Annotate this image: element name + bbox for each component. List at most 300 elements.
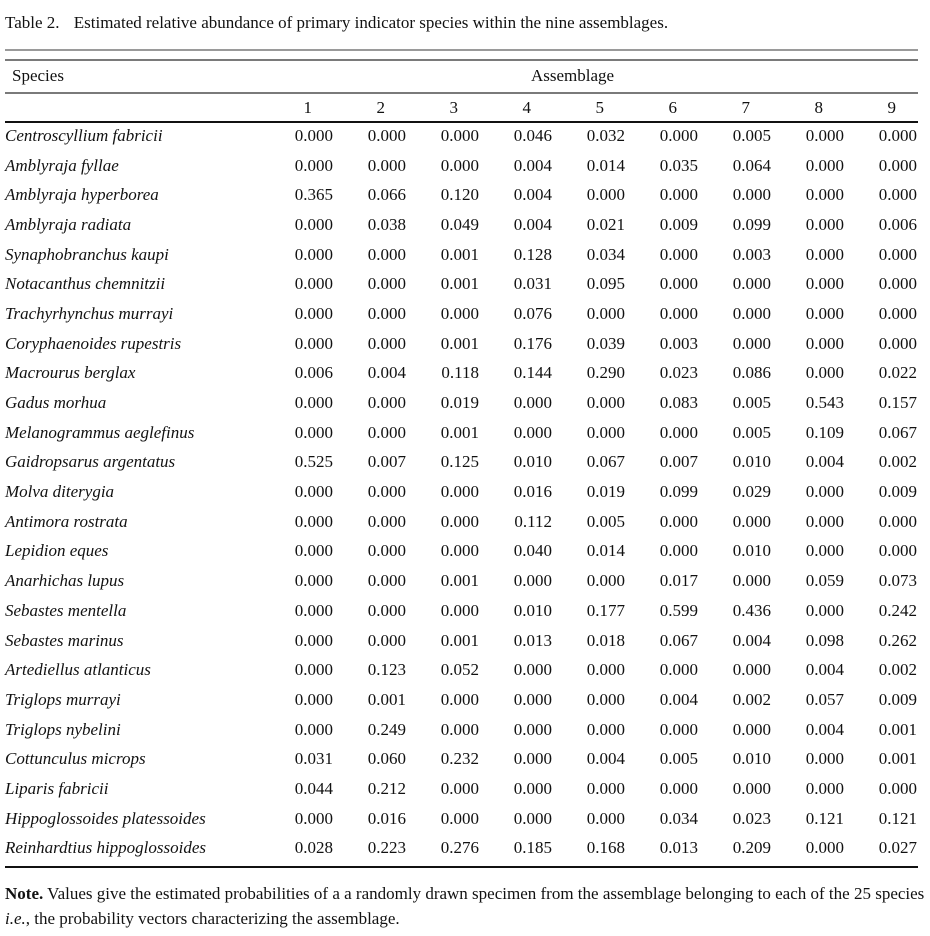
species-name: Notacanthus chemnitzii [5,274,166,294]
abundance-value: 0.000 [440,303,479,323]
abundance-value: 0.000 [805,274,844,294]
abundance-value: 0.123 [367,660,406,680]
abundance-value: 0.249 [367,719,406,739]
abundance-value: 0.000 [294,541,333,561]
abundance-value: 0.000 [367,333,406,353]
abundance-value: 0.004 [732,630,771,650]
species-name: Triglops nybelini [5,719,121,739]
abundance-value: 0.000 [513,749,552,769]
abundance-value: 0.000 [367,393,406,413]
abundance-value: 0.016 [513,482,552,502]
species-name: Sebastes mentella [5,600,127,620]
abundance-value: 0.000 [732,511,771,531]
abundance-value: 0.000 [659,303,698,323]
abundance-value: 0.013 [659,838,698,858]
abundance-value: 0.006 [878,214,917,234]
abundance-value: 0.000 [294,511,333,531]
abundance-value: 0.000 [878,155,917,175]
abundance-value: 0.001 [440,422,479,442]
abundance-value: 0.177 [586,600,625,620]
abundance-value: 0.000 [513,571,552,591]
table-row [5,685,917,715]
abundance-value: 0.000 [294,600,333,620]
abundance-value: 0.002 [878,660,917,680]
abundance-value: 0.001 [878,719,917,739]
assemblage-column-header [406,94,479,121]
table-caption [5,13,668,33]
abundance-value: 0.000 [440,482,479,502]
species-name: Trachyrhynchus murrayi [5,303,174,323]
abundance-value: 0.004 [805,660,844,680]
abundance-table [5,94,917,863]
table-row [5,804,917,834]
abundance-value: 0.076 [513,303,552,323]
assemblage-column-header [260,94,333,121]
table-title: Estimated relative abundance of primary indicator species within the nine assemblages. [73,13,669,32]
abundance-value: 0.019 [586,482,625,502]
table-row [5,240,917,270]
assemblage-number: 3 [449,97,458,117]
abundance-value: 0.017 [659,571,698,591]
abundance-value: 0.052 [440,660,479,680]
assemblage-number: 5 [595,97,604,117]
abundance-value: 0.000 [732,185,771,205]
abundance-value: 0.001 [440,333,479,353]
abundance-value: 0.000 [805,155,844,175]
table-row [5,655,917,685]
table-row [5,299,917,329]
table-row [5,566,917,596]
abundance-value: 0.000 [878,511,917,531]
abundance-value: 0.083 [659,393,698,413]
abundance-value: 0.067 [586,452,625,472]
species-name: Amblyraja fyllae [5,155,119,175]
header-top-rule [5,59,918,61]
abundance-value: 0.000 [440,511,479,531]
abundance-value: 0.000 [659,274,698,294]
abundance-value: 0.004 [805,452,844,472]
abundance-value: 0.000 [440,541,479,561]
abundance-value: 0.118 [441,363,479,383]
abundance-value: 0.000 [367,571,406,591]
abundance-value: 0.000 [367,422,406,442]
abundance-value: 0.128 [513,244,552,264]
table-row [5,596,917,626]
abundance-value: 0.000 [805,482,844,502]
top-rule [5,49,918,51]
abundance-value: 0.000 [513,719,552,739]
abundance-value: 0.032 [586,125,625,145]
abundance-value: 0.000 [805,838,844,858]
abundance-value: 0.010 [513,600,552,620]
abundance-value: 0.005 [732,422,771,442]
abundance-value: 0.212 [367,778,406,798]
abundance-value: 0.000 [367,482,406,502]
abundance-value: 0.098 [805,630,844,650]
abundance-value: 0.436 [732,600,771,620]
abundance-value: 0.168 [586,838,625,858]
abundance-value: 0.005 [586,511,625,531]
abundance-value: 0.086 [732,363,771,383]
abundance-value: 0.003 [659,333,698,353]
abundance-value: 0.290 [586,363,625,383]
abundance-value: 0.000 [805,303,844,323]
species-name: Synaphobranchus kaupi [5,244,169,264]
abundance-value: 0.000 [732,333,771,353]
table-row [5,388,917,418]
assemblage-number: 7 [741,97,750,117]
abundance-value: 0.000 [586,303,625,323]
table-row [5,774,917,804]
abundance-value: 0.005 [659,749,698,769]
table-row [5,715,917,745]
abundance-value: 0.000 [294,393,333,413]
assemblage-column-header [333,94,406,121]
table-row [5,329,917,359]
assemblage-column-header [698,94,771,121]
note-label: Note. [5,884,44,903]
assemblage-column-header [771,94,844,121]
abundance-value: 0.000 [878,185,917,205]
abundance-value: 0.007 [367,452,406,472]
abundance-value: 0.000 [878,333,917,353]
abundance-value: 0.000 [294,155,333,175]
abundance-value: 0.120 [440,185,479,205]
abundance-value: 0.034 [659,808,698,828]
abundance-value: 0.000 [586,660,625,680]
abundance-value: 0.014 [586,155,625,175]
abundance-value: 0.000 [294,422,333,442]
abundance-value: 0.000 [586,778,625,798]
abundance-value: 0.525 [294,452,333,472]
species-name: Hippoglossoides platessoides [5,808,206,828]
abundance-value: 0.000 [367,541,406,561]
abundance-value: 0.000 [440,719,479,739]
abundance-value: 0.028 [294,838,333,858]
abundance-value: 0.004 [513,214,552,234]
abundance-value: 0.176 [513,333,552,353]
abundance-value: 0.010 [732,541,771,561]
abundance-value: 0.035 [659,155,698,175]
abundance-value: 0.031 [294,749,333,769]
abundance-value: 0.004 [586,749,625,769]
abundance-value: 0.000 [805,778,844,798]
abundance-value: 0.223 [367,838,406,858]
abundance-value: 0.000 [513,660,552,680]
species-name: Artediellus atlanticus [5,660,151,680]
abundance-value: 0.006 [294,363,333,383]
abundance-value: 0.000 [805,511,844,531]
table-row [5,180,917,210]
abundance-value: 0.046 [513,125,552,145]
abundance-value: 0.000 [513,778,552,798]
assemblage-number: 4 [522,97,531,117]
assemblage-column-header [479,94,552,121]
abundance-value: 0.059 [805,571,844,591]
abundance-value: 0.009 [878,689,917,709]
abundance-value: 0.004 [367,363,406,383]
abundance-value: 0.023 [732,808,771,828]
abundance-value: 0.000 [294,571,333,591]
abundance-value: 0.000 [294,333,333,353]
species-name: Anarhichas lupus [5,571,125,591]
species-column-header: Species [12,66,64,85]
abundance-value: 0.000 [878,778,917,798]
abundance-value: 0.010 [732,749,771,769]
abundance-value: 0.000 [440,808,479,828]
abundance-value: 0.099 [732,214,771,234]
table-row [5,834,917,864]
table-row [5,626,917,656]
abundance-value: 0.232 [440,749,479,769]
abundance-value: 0.004 [513,185,552,205]
abundance-value: 0.121 [878,808,917,828]
abundance-value: 0.000 [659,185,698,205]
abundance-value: 0.000 [367,511,406,531]
abundance-value: 0.001 [440,630,479,650]
abundance-value: 0.599 [659,600,698,620]
table-row [5,418,917,448]
abundance-value: 0.005 [732,125,771,145]
abundance-value: 0.000 [732,660,771,680]
assemblage-column-header [844,94,917,121]
species-header-blank [5,94,260,121]
abundance-value: 0.000 [440,778,479,798]
species-name: Melanogrammus aeglefinus [5,422,195,442]
abundance-value: 0.007 [659,452,698,472]
abundance-value: 0.000 [294,482,333,502]
species-name: Amblyraja radiata [5,214,132,234]
note-text-end: , the probability vectors characterizing the assemblage. [25,909,400,928]
abundance-value: 0.000 [659,541,698,561]
assemblage-column-header [625,94,698,121]
table-row [5,537,917,567]
abundance-value: 0.144 [513,363,552,383]
abundance-value: 0.022 [878,363,917,383]
table-row [5,507,917,537]
abundance-value: 0.000 [586,571,625,591]
species-name: Triglops murrayi [5,689,121,709]
abundance-value: 0.000 [805,363,844,383]
abundance-value: 0.000 [586,689,625,709]
abundance-value: 0.000 [294,808,333,828]
abundance-value: 0.000 [586,422,625,442]
assemblage-number: 9 [887,97,896,117]
abundance-value: 0.000 [805,244,844,264]
abundance-value: 0.000 [294,719,333,739]
abundance-value: 0.016 [367,808,406,828]
abundance-value: 0.000 [878,541,917,561]
abundance-value: 0.209 [732,838,771,858]
abundance-value: 0.066 [367,185,406,205]
abundance-value: 0.242 [878,600,917,620]
assemblage-number: 1 [303,97,312,117]
abundance-value: 0.185 [513,838,552,858]
species-name: Gaidropsarus argentatus [5,452,176,472]
abundance-value: 0.000 [294,274,333,294]
table-body [5,121,917,863]
abundance-value: 0.001 [440,571,479,591]
species-name: Cottunculus microps [5,749,146,769]
species-name: Antimora rostrata [5,511,128,531]
abundance-value: 0.000 [294,244,333,264]
table-row [5,359,917,389]
abundance-value: 0.157 [878,393,917,413]
abundance-value: 0.000 [586,808,625,828]
abundance-value: 0.010 [513,452,552,472]
abundance-value: 0.000 [805,125,844,145]
abundance-value: 0.543 [805,393,844,413]
abundance-value: 0.000 [586,719,625,739]
abundance-value: 0.000 [294,689,333,709]
abundance-value: 0.067 [659,630,698,650]
assemblage-number: 6 [668,97,677,117]
abundance-value: 0.000 [586,393,625,413]
table-row [5,151,917,181]
abundance-value: 0.000 [805,185,844,205]
abundance-value: 0.000 [878,244,917,264]
table-row [5,744,917,774]
abundance-value: 0.021 [586,214,625,234]
abundance-value: 0.365 [294,185,333,205]
abundance-value: 0.000 [878,274,917,294]
abundance-value: 0.000 [659,719,698,739]
abundance-value: 0.013 [513,630,552,650]
abundance-value: 0.002 [732,689,771,709]
abundance-value: 0.000 [805,600,844,620]
abundance-value: 0.000 [878,125,917,145]
abundance-value: 0.000 [440,155,479,175]
note-italic: i.e. [5,909,26,928]
abundance-value: 0.000 [440,689,479,709]
abundance-value: 0.039 [586,333,625,353]
table-row [5,448,917,478]
abundance-value: 0.000 [367,274,406,294]
abundance-value: 0.060 [367,749,406,769]
assemblage-spanning-header: Assemblage [531,66,615,85]
abundance-value: 0.000 [440,125,479,145]
abundance-value: 0.000 [659,244,698,264]
abundance-value: 0.000 [440,600,479,620]
abundance-value: 0.014 [586,541,625,561]
abundance-value: 0.000 [659,422,698,442]
abundance-value: 0.000 [367,630,406,650]
species-name: Molva diterygia [5,482,115,502]
species-name: Sebastes marinus [5,630,124,650]
abundance-value: 0.031 [513,274,552,294]
abundance-value: 0.000 [659,125,698,145]
abundance-value: 0.001 [878,749,917,769]
abundance-value: 0.004 [513,155,552,175]
table-row [5,210,917,240]
abundance-value: 0.000 [805,749,844,769]
abundance-value: 0.125 [440,452,479,472]
abundance-value: 0.023 [659,363,698,383]
species-name: Coryphaenoides rupestris [5,333,182,353]
abundance-value: 0.000 [294,660,333,680]
abundance-value: 0.000 [513,422,552,442]
abundance-value: 0.000 [659,660,698,680]
abundance-value: 0.000 [732,274,771,294]
table-row [5,477,917,507]
abundance-value: 0.009 [878,482,917,502]
abundance-value: 0.010 [732,452,771,472]
abundance-value: 0.000 [294,125,333,145]
abundance-value: 0.000 [732,719,771,739]
abundance-value: 0.000 [805,541,844,561]
assemblage-column-header [552,94,625,121]
abundance-value: 0.000 [294,303,333,323]
species-name: Reinhardtius hippoglossoides [5,838,207,858]
abundance-value: 0.000 [367,125,406,145]
abundance-value: 0.000 [294,214,333,234]
assemblage-number-row [5,94,917,121]
abundance-value: 0.067 [878,422,917,442]
abundance-value: 0.009 [659,214,698,234]
species-name: Gadus morhua [5,393,107,413]
assemblage-number: 2 [376,97,385,117]
table-row [5,121,917,151]
abundance-value: 0.112 [514,511,552,531]
abundance-value: 0.003 [732,244,771,264]
abundance-value: 0.000 [586,185,625,205]
species-name: Liparis fabricii [5,778,109,798]
bottom-rule [5,866,918,868]
species-name: Macrourus berglax [5,363,136,383]
species-name: Amblyraja hyperborea [5,185,159,205]
abundance-value: 0.034 [586,244,625,264]
abundance-value: 0.000 [878,303,917,323]
table-row [5,269,917,299]
abundance-value: 0.000 [367,600,406,620]
table-note [5,881,925,931]
abundance-value: 0.004 [805,719,844,739]
abundance-value: 0.049 [440,214,479,234]
species-name: Lepidion eques [5,541,109,561]
abundance-value: 0.000 [367,155,406,175]
abundance-value: 0.276 [440,838,479,858]
abundance-value: 0.000 [732,303,771,323]
abundance-value: 0.005 [732,393,771,413]
abundance-value: 0.109 [805,422,844,442]
abundance-value: 0.057 [805,689,844,709]
table-label: Table 2. [5,13,60,32]
abundance-value: 0.121 [805,808,844,828]
abundance-value: 0.000 [659,778,698,798]
abundance-value: 0.019 [440,393,479,413]
abundance-value: 0.029 [732,482,771,502]
abundance-value: 0.000 [367,244,406,264]
abundance-value: 0.001 [440,244,479,264]
abundance-value: 0.000 [513,393,552,413]
note-text: Values give the estimated probabilities of a a randomly drawn specimen from the assemblage belonging to each of the 25 species [43,884,925,903]
abundance-value: 0.040 [513,541,552,561]
abundance-value: 0.000 [805,214,844,234]
abundance-value: 0.000 [367,303,406,323]
abundance-value: 0.001 [440,274,479,294]
abundance-value: 0.000 [659,511,698,531]
abundance-value: 0.044 [294,778,333,798]
abundance-value: 0.027 [878,838,917,858]
abundance-value: 0.038 [367,214,406,234]
abundance-value: 0.002 [878,452,917,472]
abundance-value: 0.018 [586,630,625,650]
abundance-value: 0.073 [878,571,917,591]
species-name: Centroscyllium fabricii [5,125,163,145]
abundance-value: 0.064 [732,155,771,175]
abundance-value: 0.000 [732,778,771,798]
abundance-value: 0.095 [586,274,625,294]
